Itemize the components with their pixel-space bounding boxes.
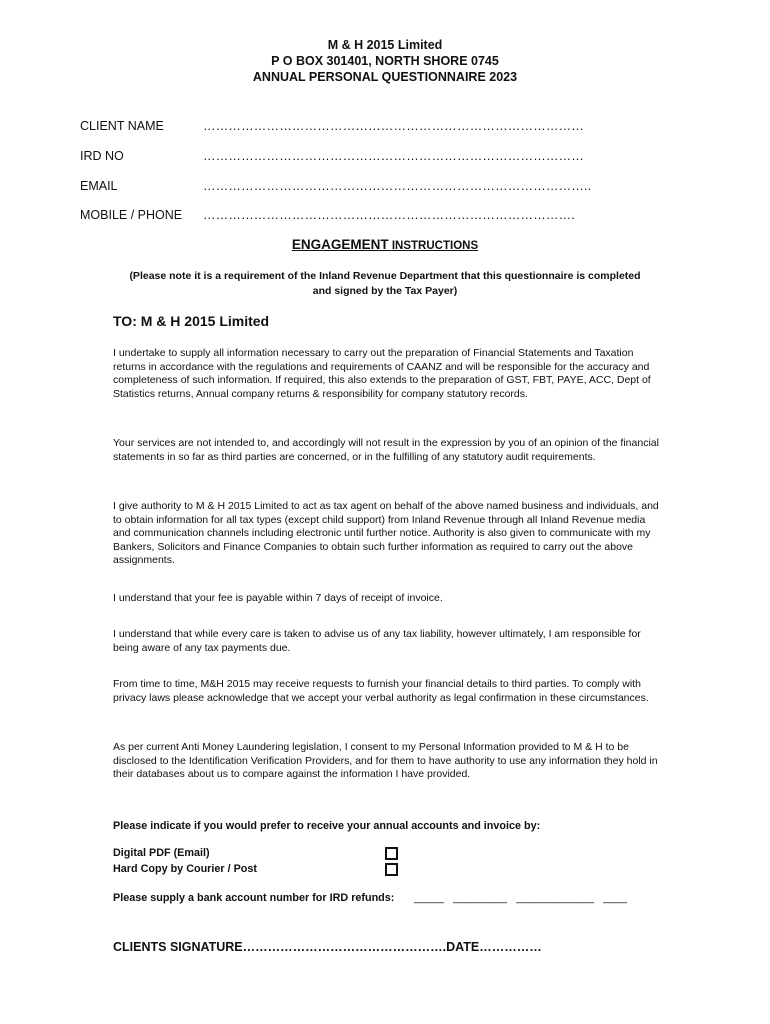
engagement-heading [0, 236, 770, 254]
option-digital-pdf-label: Digital PDF (Email) [113, 847, 210, 859]
signature-line[interactable]: CLIENTS SIGNATURE………………………………………….DATE…………… [113, 940, 542, 954]
paragraph-fee: I understand that your fee is payable within 7 days of receipt of invoice. [113, 592, 443, 604]
document-title: ANNUAL PERSONAL QUESTIONNAIRE 2023 [252, 70, 518, 84]
ird-no-field[interactable]: ……………………………………………………………………………… [203, 149, 584, 163]
to-line: TO: M & H 2015 Limited [113, 313, 270, 329]
paragraph-services: Your services are not intended to, and accordingly will not result in the expression by you of an opinion of the financial statements in so far as third parties are concerned, or in the fulfilling of any statutory audit requirements. [113, 437, 659, 463]
engagement-heading-part1: ENGAGEMENT [291, 237, 389, 252]
company-address: P O BOX 301401, NORTH SHORE 0745 [271, 54, 499, 68]
requirement-note: (Please note it is a requirement of the Inland Revenue Department that this questionnaire is completed and signed by the Tax Payer) [129, 270, 641, 297]
bank-account-field[interactable]: _____ _________ _____________ ____ [414, 892, 628, 904]
digital-pdf-checkbox[interactable] [385, 847, 398, 860]
mobile-phone-label: MOBILE / PHONE [80, 208, 183, 222]
paragraph-privacy: From time to time, M&H 2015 may receive requests to furnish your financial details to third parties. To comply with privacy laws please acknowledge that we accept your verbal authority as legal confirmation in these circumstances. [113, 678, 649, 704]
paragraph-tax-liability: I understand that while every care is taken to advise us of any tax liability, however ultimately, I am responsible for being aware of any tax payments due. [113, 628, 641, 654]
client-name-field[interactable]: ……………………………………………………………………………… [203, 119, 584, 133]
option-hard-copy-label: Hard Copy by Courier / Post [113, 863, 257, 875]
client-name-label: CLIENT NAME [80, 119, 164, 133]
company-name: M & H 2015 Limited [327, 38, 443, 52]
bank-account-label: Please supply a bank account number for IRD refunds: [113, 892, 395, 904]
paragraph-aml: As per current Anti Money Laundering legislation, I consent to my Personal Information provided to M & H to be disclosed to the Identification Verification Providers, and for them to have authority to use any information they hold in their databases about us to compare against the information I have provided. [113, 741, 658, 780]
paragraph-authority: I give authority to M & H 2015 Limited to act as tax agent on behalf of the above named business and individuals, and to obtain information for all tax types (except child support) from Inland Revenue through all Inland Revenue media and communication channels including electronic until further notice. Authority is also given to communicate with my Bankers, Solicitors and Finance Companies to obtain such further information as required to carry out the above assignments. [113, 500, 659, 566]
delivery-prompt: Please indicate if you would prefer to receive your annual accounts and invoice by: [113, 820, 541, 832]
email-field[interactable]: ……………………………………………………………………………….. [203, 179, 592, 193]
mobile-phone-field[interactable]: ……………………………………………………………………………. [203, 208, 575, 222]
paragraph-undertaking: I undertake to supply all information necessary to carry out the preparation of Financial Statements and Taxation returns in accordance with the regulations and requirements of CAANZ and will be responsible for the accuracy and completeness of such information. If required, this also extends to the preparation of GST, FBT, PAYE, ACC, Dept of Statistics returns, Annual company returns & responsibility for company statutory records. [113, 347, 651, 400]
ird-no-label: IRD NO [80, 149, 124, 163]
hard-copy-checkbox[interactable] [385, 863, 398, 876]
email-label: EMAIL [80, 179, 118, 193]
engagement-heading-part2: INSTRUCTIONS [391, 240, 479, 252]
